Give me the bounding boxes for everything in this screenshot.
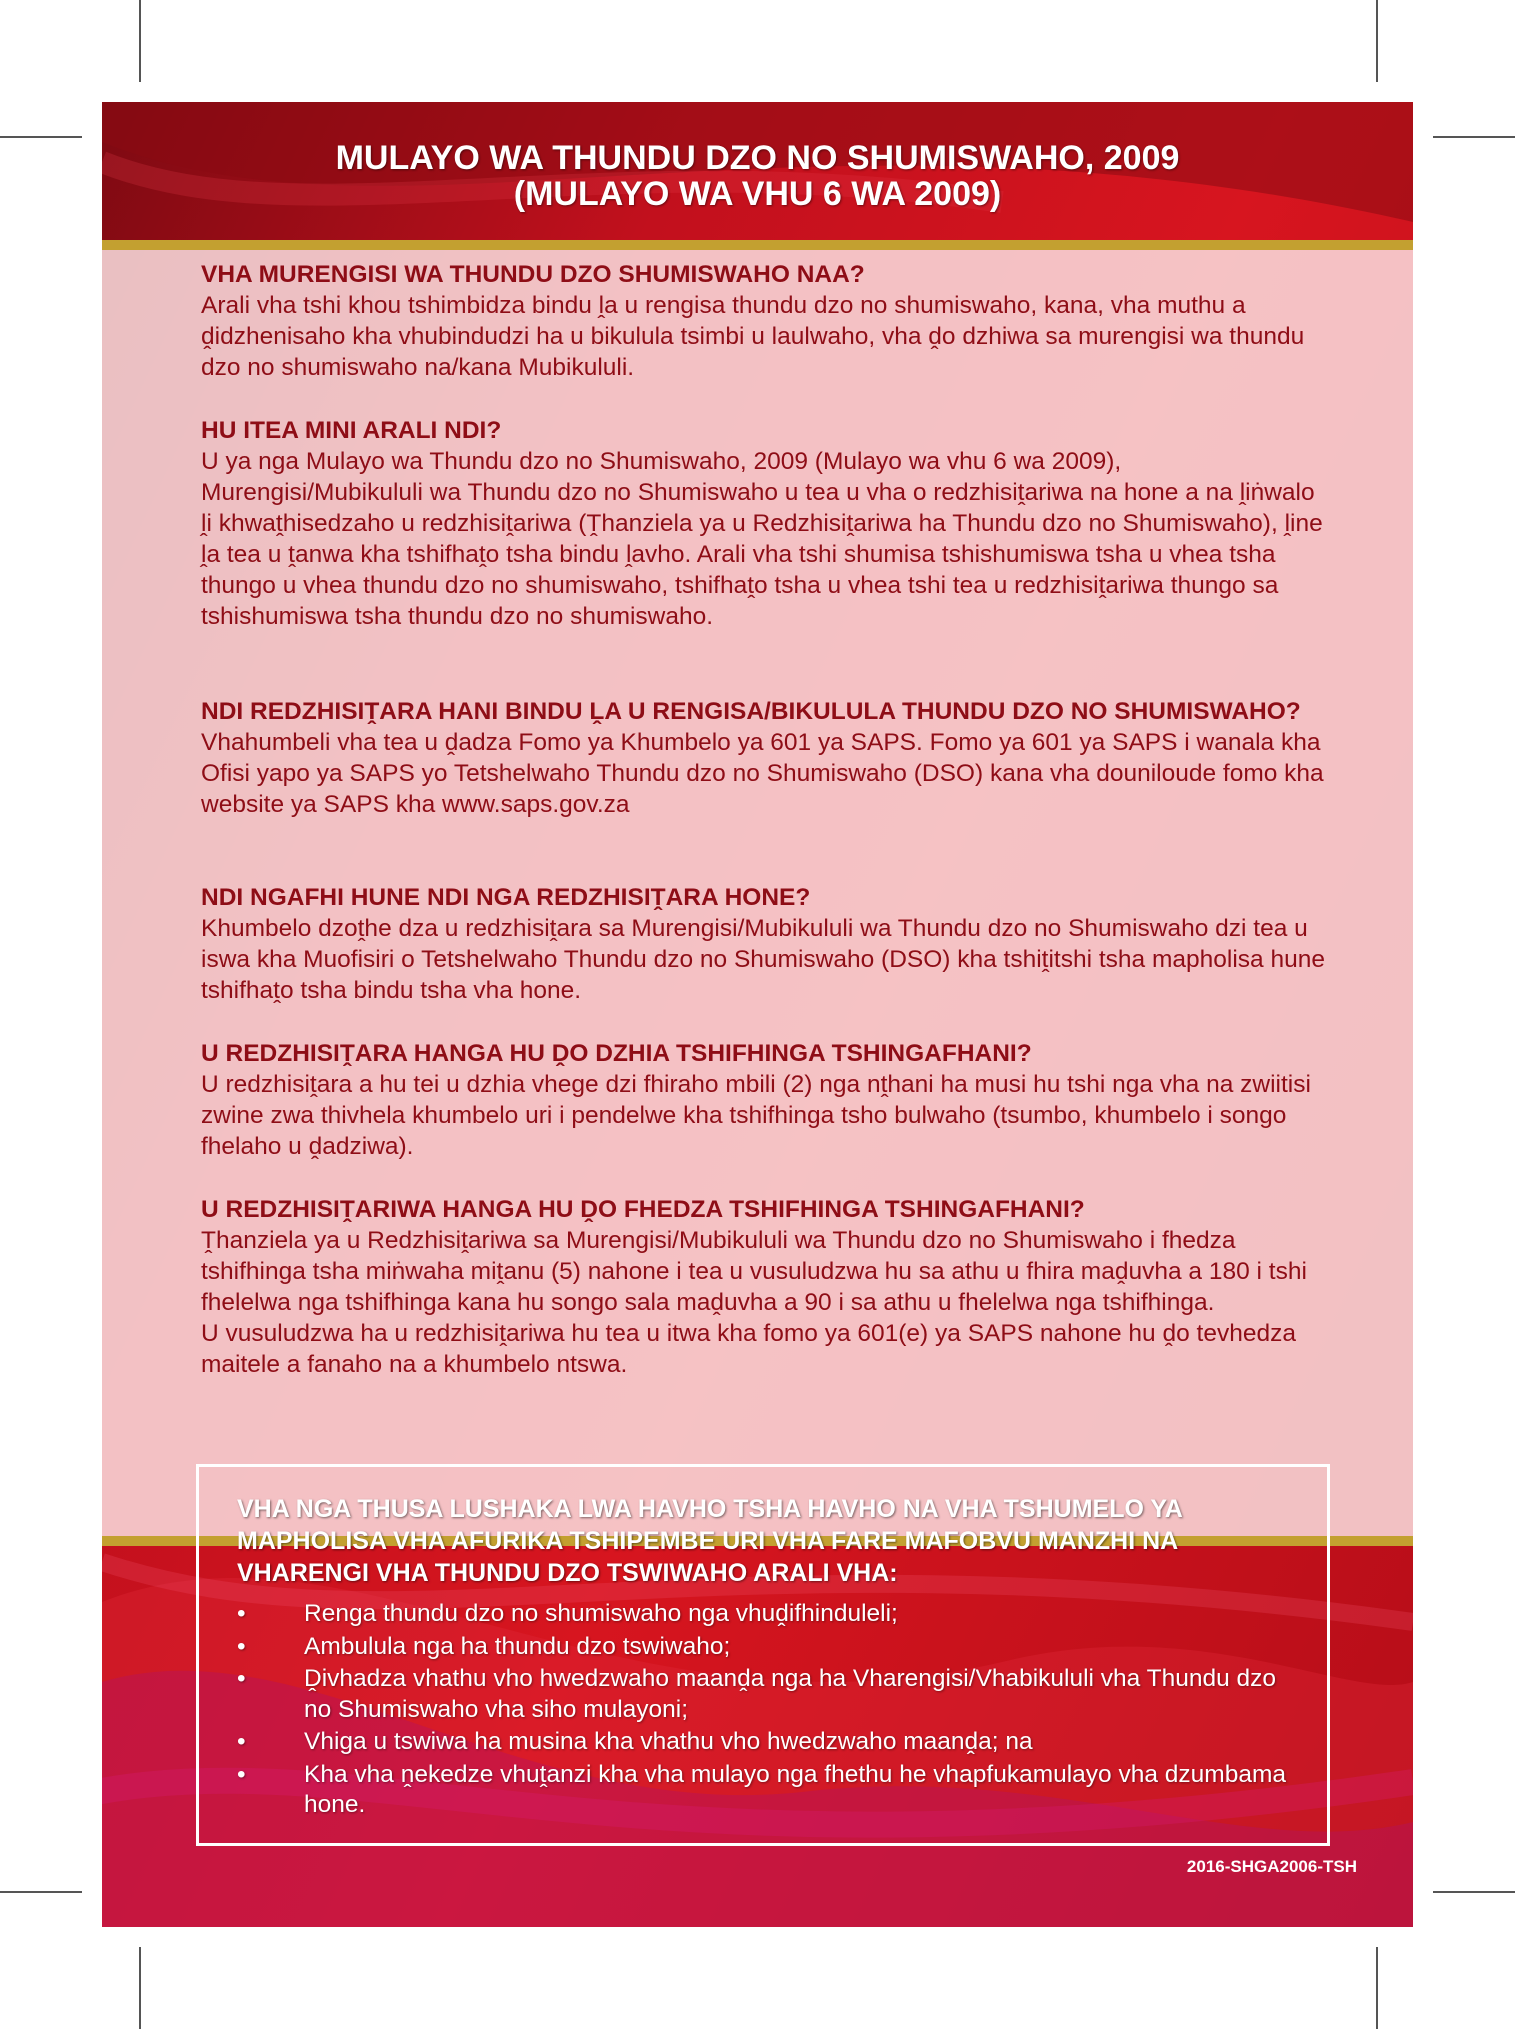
- crop-mark-top-right-vertical: [1376, 0, 1378, 82]
- bullet-icon: •: [237, 1728, 246, 1755]
- section-body: Arali vha tshi khou tshimbidza bindu ḽa u rengisa thundu dzo no shumiswaho, kana, vha muthu a ḓidzhenisaho kha vhubindudzi ha u bikulula tsimbi u laulwaho, vha ḓo dzhiwa sa murengisi wa thundu dzo no shumiswaho na/kana Mubikululi.: [201, 292, 1305, 381]
- crop-mark-bottom-right-horizontal: [1433, 1891, 1515, 1893]
- section-heading: VHA MURENGISI WA THUNDU DZO SHUMISWAHO NAA?: [201, 261, 865, 288]
- gold-divider-top: [102, 240, 1413, 250]
- list-item-text: Kha vha ṋekedze vhuṱanzi kha vha mulayo nga fhethu he vhapfukamulayo vha dzumbama hone.: [304, 1760, 1286, 1818]
- section-heading: HU ITEA MINI ARALI NDI?: [201, 417, 502, 444]
- crop-mark-top-left-vertical: [139, 0, 141, 82]
- bullet-icon: •: [237, 1600, 246, 1627]
- list-item: [237, 1727, 1299, 1758]
- bullet-icon: •: [237, 1760, 246, 1788]
- list-item-text: Vhiga u tswiwa ha musina kha vhathu vho hwedzwaho maanḓa; na: [304, 1728, 1033, 1755]
- list-item: [237, 1760, 1299, 1821]
- crop-mark-bottom-left-vertical: [139, 1947, 141, 2029]
- list-item-text: Ambulula nga ha thundu dzo tswiwaho;: [304, 1632, 731, 1660]
- section-body: U ya nga Mulayo wa Thundu dzo no Shumiswaho, 2009 (Mulayo wa vhu 6 wa 2009), Murengisi/Mubikululi wa Thundu dzo no Shumiswaho u tea u vha o redzhisiṱariwa na hone a na ḽiṅwalo ḽi khwaṱhisedzaho u redzhisiṱariwa (Ṱhanziela ya u Redzhisiṱariwa ha Thundu dzo no Shumiswaho), ḽine ḽa tea u ṱanwa kha tshifhaṱo tsha bindu ḽavho. Arali vha tshi shumisa tshishumiswa tsha u vhea tsha thungo u vhea thundu dzo no shumiswaho, tshifhaṱo tsha u vhea tshi tea u redzhisiṱariwa thungo sa tshishumiswa tsha thundu dzo no shumiswaho.: [201, 448, 1323, 630]
- section-heading: NDI REDZHISIṰARA HANI BINDU ḼA U RENGISA/BIKULULA THUNDU DZO NO SHUMISWAHO?: [201, 698, 1301, 725]
- list-item-text: Ḓivhadza vhathu vho hwedzwaho maanḓa nga ha Vharengisi/Vhabikululi vha Thundu dzo no Shumiswaho vha siho mulayoni;: [304, 1665, 1277, 1723]
- section-body: Ṱhanziela ya u Redzhisiṱariwa sa Murengisi/Mubikululi wa Thundu dzo no Shumiswaho i fhedza tshifhinga tsha miṅwaha miṱanu (5) nahone i tea u vusuludzwa hu sa athu u fhira maḓuvha a 180 i tshi fhelelwa nga tshifhinga kana hu songo sala maḓuvha a 90 i sa athu u fhelelwa nga tshifhinga.: [201, 1227, 1307, 1316]
- section-heading: NDI NGAFHI HUNE NDI NGA REDZHISIṰARA HONE?: [201, 884, 811, 911]
- document-code: 2016-SHGA2006-TSH: [1186, 1857, 1357, 1876]
- section-registration-validity: [201, 1194, 1331, 1380]
- section-registration-duration: [201, 1038, 1331, 1162]
- crop-mark-top-right-horizontal: [1433, 136, 1515, 138]
- section-body-renewal: U vusuludzwa ha u redzhisiṱariwa hu tea u itwa kha fomo ya 601(e) ya SAPS nahone hu ḓo tevhedza maitele a fanaho na a khumbelo ntswa.: [201, 1320, 1296, 1378]
- section-heading: U REDZHISIṰARA HANGA HU ḒO DZHIA TSHIFHINGA TSHINGAFHANI?: [201, 1040, 1032, 1067]
- crop-mark-bottom-left-horizontal: [0, 1891, 82, 1893]
- list-item: [237, 1664, 1299, 1725]
- section-how-to-register: [201, 696, 1331, 820]
- crop-mark-bottom-right-vertical: [1376, 1947, 1378, 2029]
- callout-list: [237, 1599, 1299, 1821]
- section-body: U redzhisiṱara a hu tei u dzhia vhege dzi fhiraho mbili (2) nga nṱhani ha musi hu tshi nga vha na zwiitisi zwine zwa thivhela khumbelo uri i pendelwe kha tshifhinga tsho bulwaho (tsumbo, khumbelo i songo fhelaho u ḓadziwa).: [201, 1071, 1311, 1160]
- bullet-icon: •: [237, 1665, 246, 1692]
- list-item: [237, 1632, 1299, 1663]
- section-heading: U REDZHISIṰARIWA HANGA HU ḒO FHEDZA TSHIFHINGA TSHINGAFHANI?: [201, 1196, 1085, 1223]
- section-body: Vhahumbeli vha tea u ḓadza Fomo ya Khumbelo ya 601 ya SAPS. Fomo ya 601 ya SAPS i wanala kha Ofisi yapo ya SAPS yo Tetshelwaho Thundu dzo no Shumiswaho (DSO) kana vha douniloude fomo kha website ya SAPS kha www.saps.gov.za: [201, 729, 1324, 818]
- section-who-is-dealer: [201, 259, 1331, 383]
- bullet-icon: •: [237, 1632, 246, 1660]
- section-where-to-register: [201, 882, 1331, 1006]
- crop-mark-top-left-horizontal: [0, 136, 82, 138]
- poster: [102, 102, 1413, 1927]
- section-what-happens: [201, 415, 1331, 632]
- poster-title: [102, 102, 1413, 240]
- list-item: [237, 1599, 1299, 1630]
- section-body: Khumbelo dzoṱhe dza u redzhisiṱara sa Murengisi/Mubikululi wa Thundu dzo no Shumiswaho dzi tea u iswa kha Muofisiri o Tetshelwaho Thundu dzo no Shumiswaho (DSO) kha tshiṱitshi tsha mapholisa hune tshifhaṱo tsha bindu tsha vha hone.: [201, 915, 1325, 1004]
- callout-box: [196, 1464, 1330, 1846]
- list-item-text: Renga thundu dzo no shumiswaho nga vhuḓifhinduleli;: [304, 1600, 898, 1627]
- title-line-2: (MULAYO WA VHU 6 WA 2009): [513, 175, 1002, 213]
- callout-heading: VHA NGA THUSA LUSHAKA LWA HAVHO TSHA HAVHO NA VHA TSHUMELO YA MAPHOLISA VHA AFURIKA TSHIPEMBE URI VHA FARE MAFOBVU MANZHI NA VHARENGI VHA THUNDU DZO TSWIWAHO ARALI VHA:: [237, 1495, 1182, 1587]
- title-line-1: MULAYO WA THUNDU DZO NO SHUMISWAHO, 2009: [335, 139, 1180, 177]
